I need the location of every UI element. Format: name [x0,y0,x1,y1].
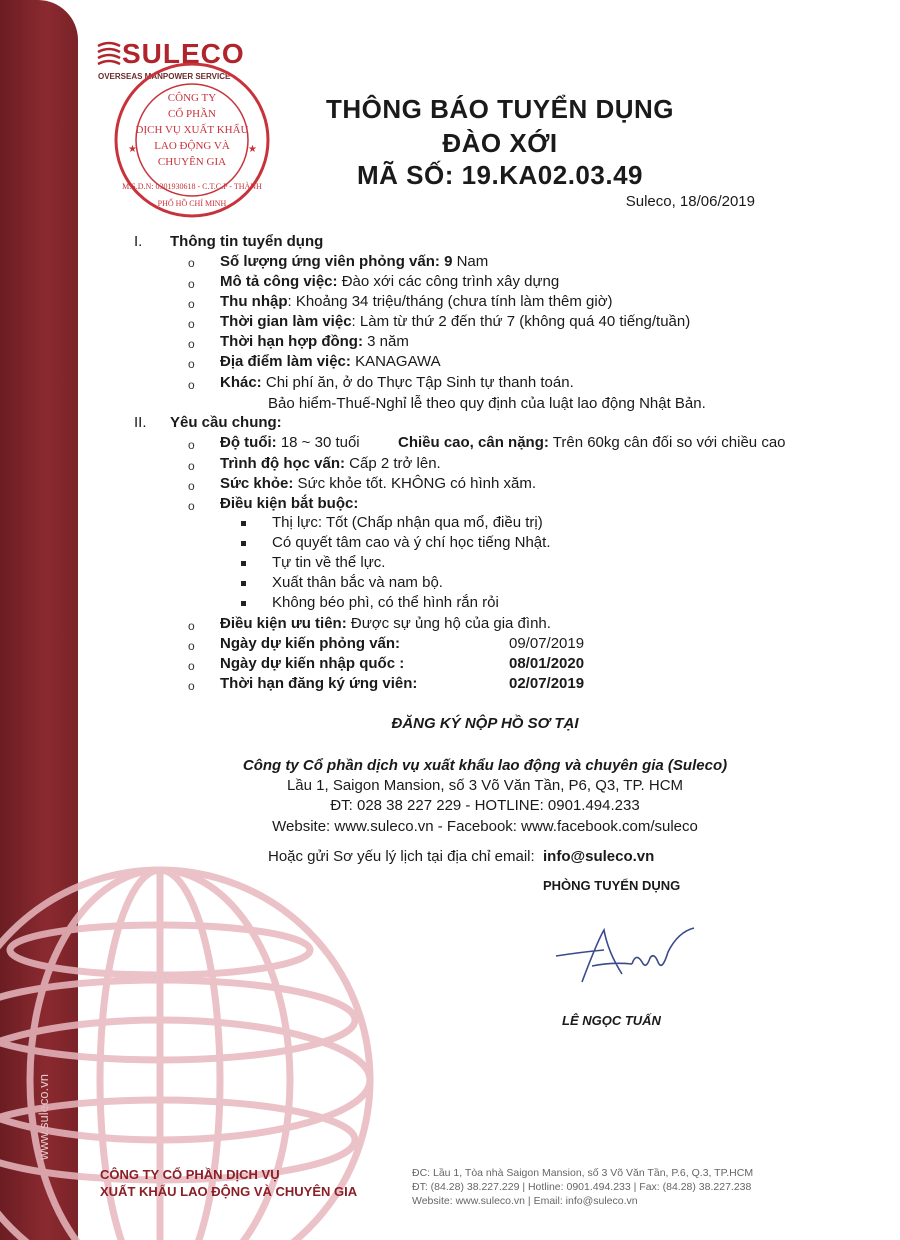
list-item: Chiều cao, cân nặng: Trên 60kg cân đối so với chiều cao [398,434,786,451]
circle-bullet-icon: o [188,679,195,693]
stamp-line-2: CỔ PHẦN [168,108,216,120]
square-bullet-icon [241,561,246,566]
circle-bullet-icon: o [188,277,195,291]
date-label: Ngày dự kiến nhập quốc : [220,655,405,672]
stamp-line-5: CHUYÊN GIA [157,156,227,168]
logo-tagline: OVERSEAS MANPOWER SERVICE [98,72,231,81]
date-value: 02/07/2019 [509,675,585,692]
date-value: 09/07/2019 [509,635,585,652]
svg-text:★: ★ [128,144,137,155]
section-heading: Thông tin tuyển dụng [170,233,324,250]
list-item: Thu nhập: Khoảng 34 triệu/tháng (chưa tính làm thêm giờ) [220,293,613,310]
stamp-line-3: DỊCH VỤ XUẤT KHẨU [135,124,249,136]
list-item: Số lượng ứng viên phỏng vấn: 9 Nam [220,253,489,270]
circle-bullet-icon: o [188,357,195,371]
page-title: THÔNG BÁO TUYỂN DỤNG [326,94,674,124]
sub-list-item: Có quyết tâm cao và ý chí học tiếng Nhật. [272,534,551,551]
list-item: Sức khỏe: Sức khỏe tốt. KHÔNG có hình xăm. [220,475,537,492]
square-bullet-icon [241,521,246,526]
sidebar-url: www.suleco.vn [36,1074,51,1160]
list-item: Điều kiện bắt buộc: [220,495,359,512]
register-email-line: Hoặc gửi Sơ yếu lý lịch tại địa chỉ email: info@suleco.vn [268,848,655,865]
register-web: Website: www.suleco.vn - Facebook: www.facebook.com/suleco [272,818,698,835]
stamp-line-4: LAO ĐỘNG VÀ [154,140,230,152]
square-bullet-icon [241,541,246,546]
sub-list-item: Tự tin về thể lực. [272,554,386,571]
list-item: Thời hạn hợp đồng: 3 năm [220,333,409,350]
circle-bullet-icon: o [188,378,195,392]
register-heading: ĐĂNG KÝ NỘP HỒ SƠ TẠI [391,715,579,732]
stamp-ring-text: M.S.D.N: 0301930618 - C.T.C.P - THÀNH PHỐ HỒ CHÍ MINH [122,182,262,208]
list-item: Mô tả công việc: Đào xới các công trình xây dựng [220,273,560,290]
svg-text:★: ★ [248,144,257,155]
date-label: Thời hạn đăng ký ứng viên: [220,675,418,692]
circle-bullet-icon: o [188,499,195,513]
signer-department: PHÒNG TUYỂN DỤNG [543,878,681,893]
circle-bullet-icon: o [188,659,195,673]
section-number: I. [134,233,143,250]
register-phone: ĐT: 028 38 227 229 - HOTLINE: 0901.494.233 [330,797,640,814]
list-item: Thời gian làm việc: Làm từ thứ 2 đến thứ 7 (không quá 40 tiếng/tuần) [220,313,691,330]
circle-bullet-icon: o [188,337,195,351]
footer-company: CÔNG TY CỔ PHẦN DỊCH VỤ XUẤT KHẨU LAO ĐỘNG VÀ CHUYÊN GIA [100,1167,358,1199]
circle-bullet-icon: o [188,297,195,311]
register-company: Công ty Cổ phần dịch vụ xuất khẩu lao động và chuyên gia (Suleco) [242,757,728,774]
circle-bullet-icon: o [188,459,195,473]
footer-contact: ĐC: Lầu 1, Tòa nhà Saigon Mansion, số 3 Võ Văn Tần, P.6, Q.3, TP.HCM ĐT: (84.28) 38.227.229 | Hotline: 0901.494.233 | Fax: (84.28) 38.227.238 Website: www.suleco.vn | Email: info@suleco.vn [412,1167,754,1207]
register-address: Lầu 1, Saigon Mansion, số 3 Võ Văn Tần, P6, Q3, TP. HCM [286,777,684,794]
list-item: Địa điểm làm việc: KANAGAWA [220,353,441,370]
sub-list-item: Thị lực: Tốt (Chấp nhận qua mổ, điều trị) [272,514,543,531]
list-item: Trình độ học vấn: Cấp 2 trở lên. [220,455,441,472]
circle-bullet-icon: o [188,256,195,270]
circle-bullet-icon: o [188,317,195,331]
square-bullet-icon [241,581,246,586]
list-item: Khác: Chi phí ăn, ở do Thực Tập Sinh tự thanh toán. [220,374,574,391]
signature-icon [552,922,702,992]
list-item: Điều kiện ưu tiên: Được sự ủng hộ của gia đình. [220,615,551,632]
square-bullet-icon [241,601,246,606]
date-label: Ngày dự kiến phỏng vấn: [220,635,401,652]
email-link[interactable]: info@suleco.vn [543,848,655,865]
stamp-line-1: CÔNG TY [167,92,217,104]
signer-name: LÊ NGỌC TUẤN [562,1013,661,1028]
circle-bullet-icon: o [188,479,195,493]
circle-bullet-icon: o [188,619,195,633]
logo-wordmark: SULECO [122,38,245,69]
section-heading: Yêu cầu chung: [170,414,282,431]
section-number: II. [134,414,147,431]
date-value: 08/01/2020 [509,655,585,672]
document-date: Suleco, 18/06/2019 [625,193,755,210]
list-item-continuation: Bảo hiểm-Thuế-Nghỉ lễ theo quy định của luật lao động Nhật Bản. [268,395,706,412]
circle-bullet-icon: o [188,639,195,653]
job-code: MÃ SỐ: 19.KA02.03.49 [356,160,643,190]
list-item: Độ tuổi: 18 ~ 30 tuổi [220,434,360,451]
sub-list-item: Không béo phì, có thể hình rắn rỏi [272,594,499,611]
sub-list-item: Xuất thân bắc và nam bộ. [272,574,443,591]
circle-bullet-icon: o [188,438,195,452]
job-title: ĐÀO XỚI [442,128,558,158]
